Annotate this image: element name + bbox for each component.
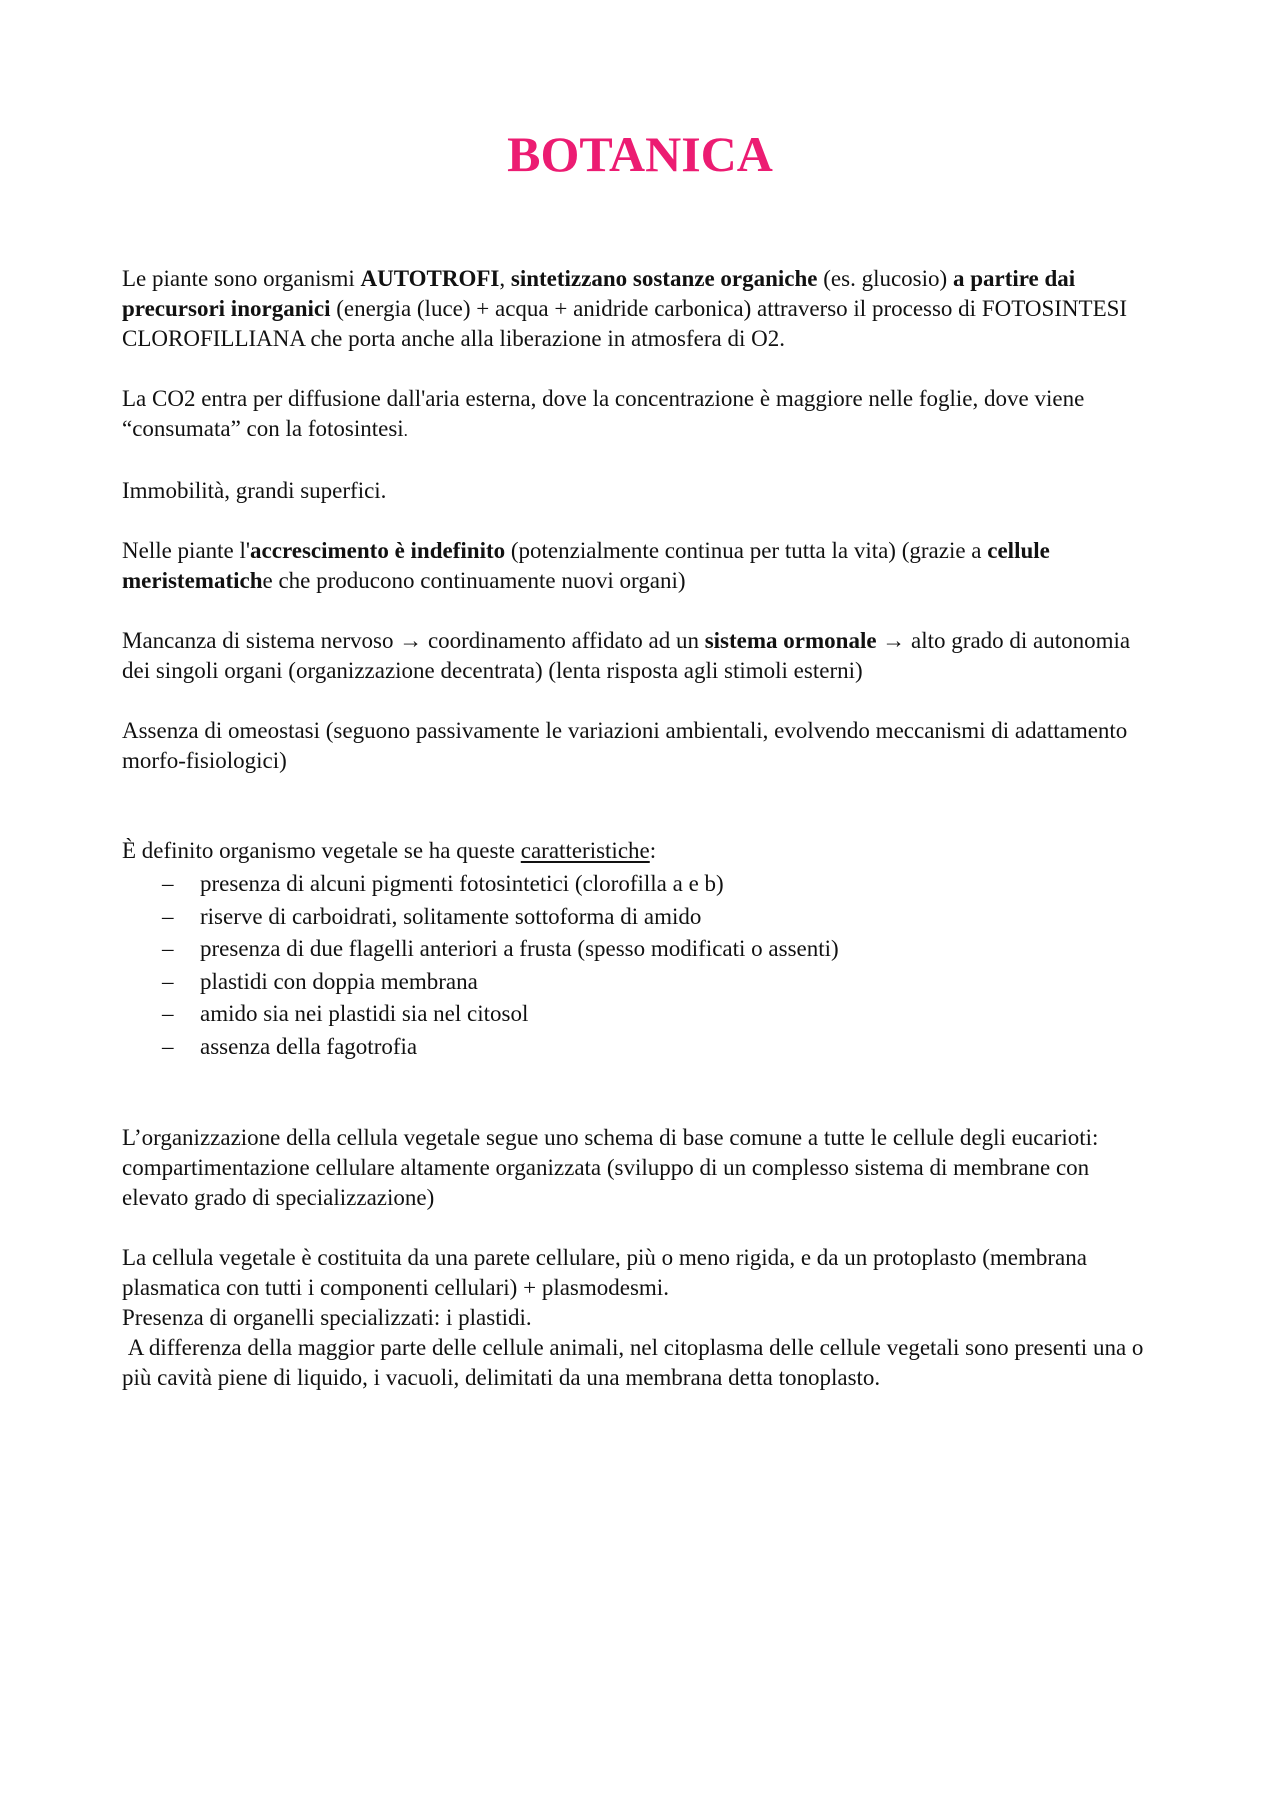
dash-bullet: – [162,871,174,896]
list-item-text: amido sia nei plastidi sia nel citosol [200,1001,529,1026]
list-item [162,1031,1158,1064]
dash-bullet: – [162,968,174,994]
list-item [162,966,1158,999]
list-item-text: presenza di alcuni pigmenti fotosintetici (clorofilla a e b) [200,871,724,896]
list-item [162,901,1158,934]
text-run: e che producono continuamente nuovi organi) [262,568,686,593]
dash-bullet: – [162,903,174,929]
text-run: (energia (luce) + acqua + anidride carbonica) attraverso il processo di FOTOSINTESI CLOROFILLIANA che porta anche alla liberazione in atmosfera di O2. [122,296,1128,351]
paragraph-vacuoli: A differenza della maggior parte delle cellule animali, nel citoplasma delle cellule vegetali sono presenti una o più cavità piene di liquido, i vacuoli, delimitati da una membrana detta tonoplasto. [122,1335,1150,1390]
paragraph-caratteristiche [122,836,1158,866]
page-title: BOTANICA [507,126,773,182]
text-run: (es. glucosio) [817,266,953,291]
list-item [162,868,1158,901]
bold-run: a partire dai precursori inorganici [122,266,1076,321]
text-run: Nelle piante l' [122,538,251,563]
dash-bullet: – [162,1033,174,1059]
paragraph-omeostasi: Assenza di omeostasi (seguono passivamente le variazioni ambientali, evolvendo meccanismi di adattamento morfo-fisiologici) [122,718,1128,773]
paragraph-organizzazione: L’organizzazione della cellula vegetale segue uno schema di base comune a tutte le cellule degli eucarioti: compartimentazione cellulare altamente organizzata (sviluppo di un complesso sistema di membrane con elevato grado di specializzazione) [122,1125,1099,1210]
list-item-text: plastidi con doppia membrana [200,968,478,994]
text-run: → alto grado di autonomia dei singoli organi (organizzazione decentrata) (lenta risposta agli stimoli esterni) [122,628,1131,683]
document-body [122,264,1158,1393]
text-run: (potenzialmente continua per tutta la vita) (grazie a [505,538,988,563]
paragraph-cellula-vegetale: La cellula vegetale è costituita da una parete cellulare, più o meno rigida, e da un protoplasto (membrana plasmatica con tutti i componenti cellulari) + plasmodesmi. [122,1245,1087,1300]
paragraph-accrescimento [122,536,1158,596]
text-run: , [499,266,511,291]
text-run: Le piante sono organismi [122,266,361,291]
text-run: Mancanza di sistema nervoso → coordinamento affidato ad un [122,628,705,653]
paragraph-plastidi: Presenza di organelli specializzati: i plastidi. [122,1305,532,1330]
text-run: È definito organismo vegetale se ha queste [122,838,521,863]
list-item [162,998,1158,1031]
list-item [162,933,1158,966]
bold-run: sintetizzano sostanze organiche [510,266,818,291]
text-run: . [403,421,408,440]
dash-bullet: – [162,936,174,961]
text-run: La CO2 entra per diffusione dall'aria esterna, dove la concentrazione è maggiore nelle foglie, dove viene “consumata” con la fotosintesi [122,386,1085,441]
paragraph-co2 [122,384,1158,446]
dash-bullet: – [162,1001,174,1026]
list-item-text: riserve di carboidrati, solitamente sottoforma di amido [200,903,702,929]
bold-run: cellule meristematich [122,538,1050,593]
list-item-text: assenza della fagotrofia [200,1033,418,1059]
bold-run: sistema ormonale [704,628,877,653]
bold-run: accrescimento è indefinito [250,538,506,563]
bold-run: AUTOTROFI [360,266,500,291]
paragraph-sistema-nervoso [122,626,1158,686]
paragraph-immobilita: Immobilità, grandi superfici. [122,478,387,503]
text-run: : [649,838,657,863]
paragraph-autotrofi [122,264,1158,354]
characteristics-list [122,868,1158,1063]
list-item-text: presenza di due flagelli anteriori a frusta (spesso modificati o assenti) [200,936,839,961]
underlined-run: caratteristiche [520,838,650,863]
